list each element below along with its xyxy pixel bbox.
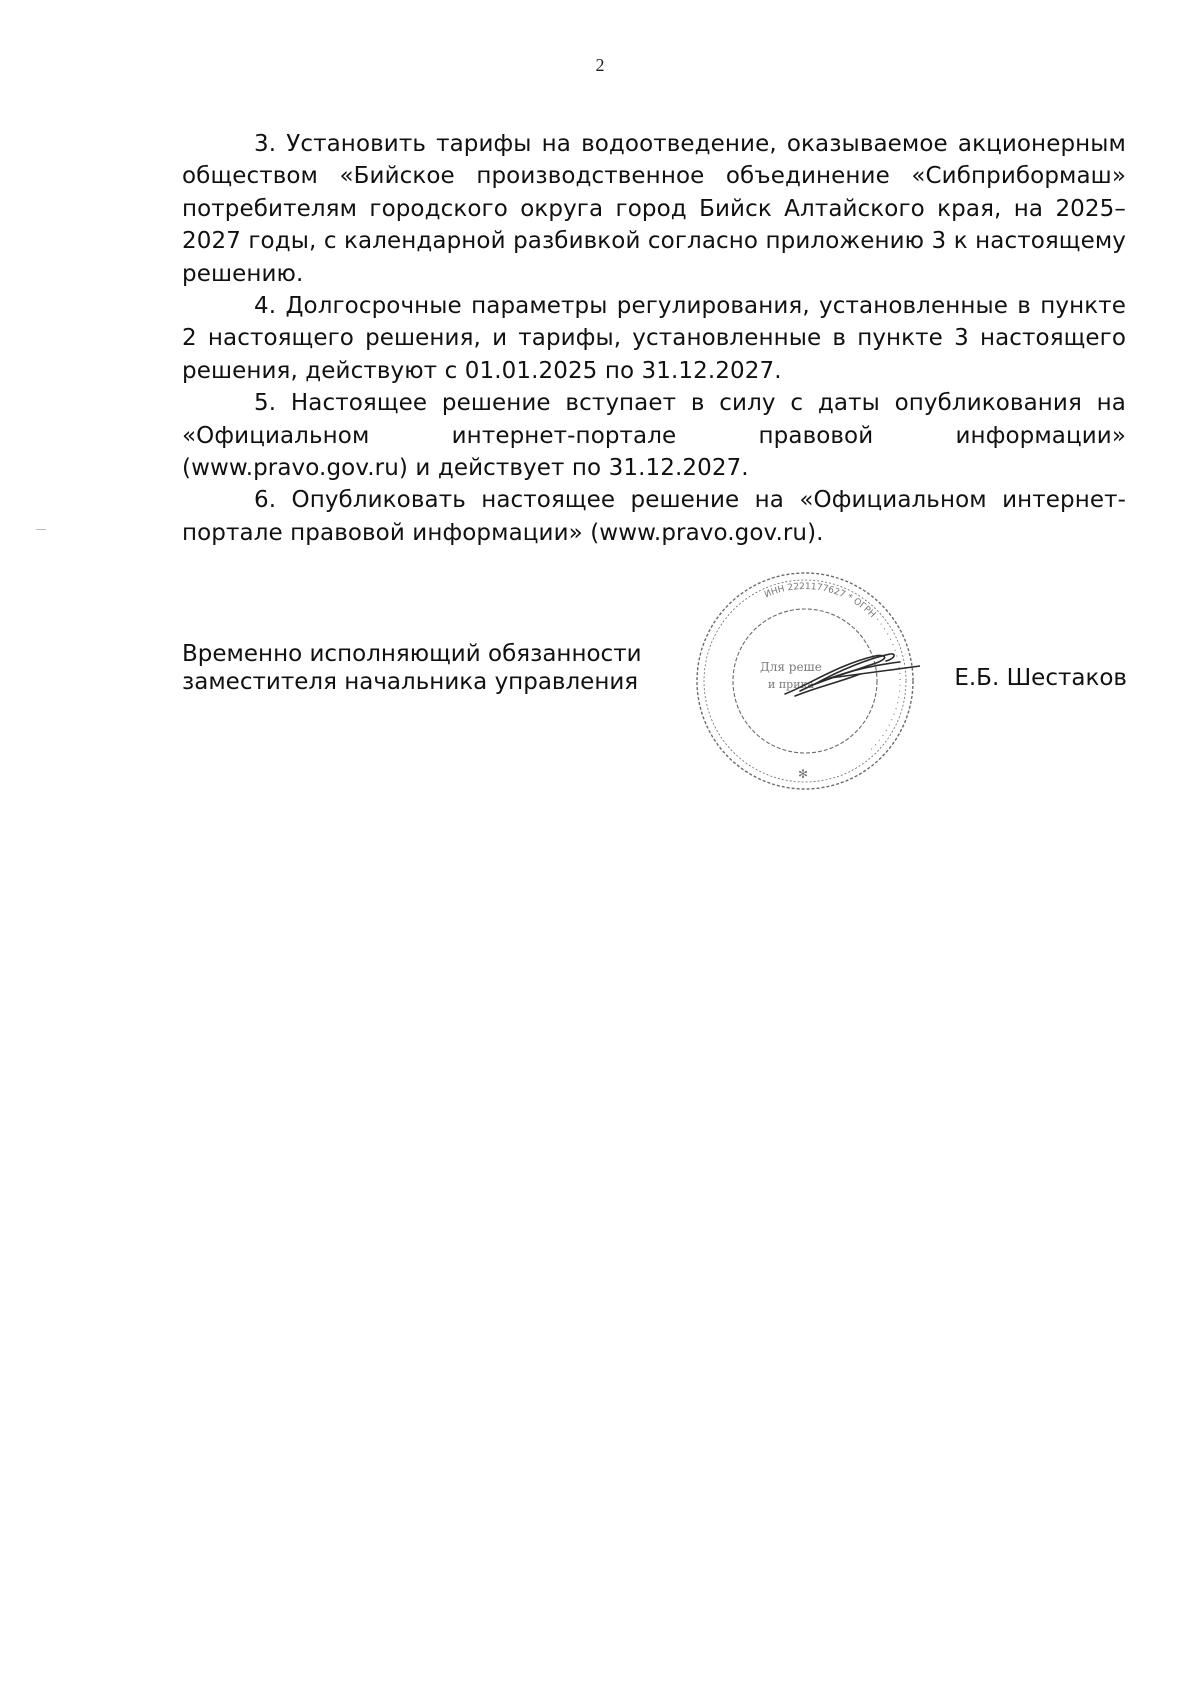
stamp-outer-ring-text: ИНН 2221177627 * ОГРН · · · · · · · · · · · · · · · · · · · · · · · · · bbox=[763, 581, 905, 753]
signatory-position-line-1: Временно исполняющий обязанности bbox=[182, 641, 642, 667]
official-stamp-seal bbox=[690, 566, 920, 796]
paragraph-4: 4. Долгосрочные параметры регулирования, установленные в пункте 2 настоящего решения, и тарифы, установленные в пункте 3 настоящего решения, действуют с 01.01.2025 по 31.12.2027. bbox=[182, 293, 1126, 384]
svg-text:и прика: и прика bbox=[768, 678, 814, 691]
signatory-position bbox=[182, 640, 642, 696]
page-number: 2 bbox=[595, 55, 605, 75]
svg-text:✻: ✻ bbox=[798, 767, 809, 781]
document-body bbox=[182, 128, 1126, 549]
paragraph-6: 6. Опубликовать настоящее решение на «Официальном интернет-портале правовой информации» (www.pravo.gov.ru). bbox=[182, 487, 1126, 546]
signatory-position-line-2: заместителя начальника управления bbox=[182, 669, 639, 695]
scan-margin-mark bbox=[36, 529, 46, 530]
signatory-name: Е.Б. Шестаков bbox=[954, 665, 1127, 691]
paragraph-5: 5. Настоящее решение вступает в силу с даты опубликования на «Официальном интернет-портале правовой информации» (www.pravo.gov.ru) и действует по 31.12.2027. bbox=[182, 390, 1126, 482]
paragraph-3: 3. Установить тарифы на водоотведение, оказываемое акционерным обществом «Бийское производственное объединение «Сибприбормаш» потребителям городского округа город Бийск Алтайского края, на 2025–2027 годы, с календарной разбивкой согласно приложению 3 к настоящему решению. bbox=[182, 131, 1126, 287]
stamp-inner-text: Для реше bbox=[760, 660, 822, 674]
